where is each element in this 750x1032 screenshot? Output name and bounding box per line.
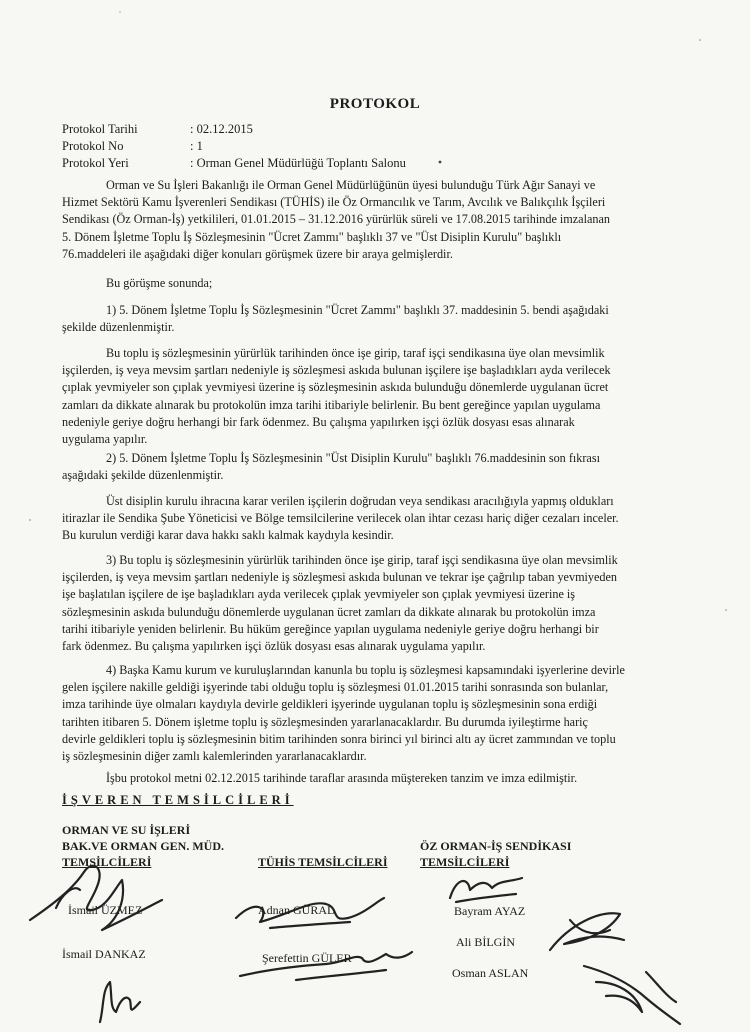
item3-line: sözleşmesinin askıda bulunduğu dönemlerde uygulanan ücret zamları da dikkate alınarak bu protokolün imza: [62, 604, 596, 619]
tuhis-signature-1: [230, 878, 390, 938]
intro-paragraph: [62, 177, 702, 263]
meta-number-label: Protokol No: [62, 139, 124, 153]
closing-text: İşbu protokol metni 02.12.2015 tarihinde taraflar arasında müştereken tanzim ve imza edilmiştir.: [106, 771, 578, 785]
item1-heading-line: 1) 5. Dönem İşletme Toplu İş Sözleşmesinin "Ücret Zammı" başlıklı 37. maddesinin 5. bendi aşağıdaki: [106, 303, 609, 317]
item4-line: tarihten itibaren 5. Dönem işletme toplu iş sözleşmesinden yararlanacaklardır. Bu durumda iyileştirme hariç: [62, 714, 588, 729]
union-signatory-name: Bayram AYAZ: [454, 904, 526, 918]
item3-line: fark ödenmez. Bu çalışma yapılırken işçi özlük dosyası esas alınarak uygulama yapılır.: [62, 639, 486, 654]
union-signature-1: [446, 868, 526, 908]
intro-line: 5. Dönem İşletme Toplu İş Sözleşmesinin "Ücret Zammı" başlıklı 37 ve "Üst Disiplin Kurulu" başlıklı: [62, 229, 562, 244]
employer-signature-1: [22, 850, 172, 940]
union-party-line: TEMSİLCİLERİ: [420, 855, 510, 869]
outcome-line: [62, 275, 702, 292]
tuhis-signature-2: [236, 940, 416, 986]
item2-body: [62, 493, 702, 545]
intro-line: Hizmet Sektörü Kamu İşverenleri Sendikası (TÜHİS) ile Öz Ormancılık ve Tarım, Avcılık ve Balıkçılık İşçileri: [62, 195, 606, 210]
item4-line: iş sözleşmesinin diğer zamlı kalemlerinden yararlanacaklardır.: [62, 749, 367, 764]
employer-signature-2: [90, 972, 150, 1028]
meta-date-value: : 02.12.2015: [190, 122, 253, 136]
item1-body: [62, 345, 702, 448]
item4-paragraph: [62, 662, 702, 765]
item2-heading-line: aşağıdaki şekilde düzenlenmiştir.: [62, 468, 224, 483]
meta-place-value: : Orman Genel Müdürlüğü Toplantı Salonu: [190, 156, 406, 170]
item3-paragraph: [62, 552, 702, 655]
item2-body-line: Bu kurulun verdiği karar dava hakkı saklı kalmak kaydıyla kesindir.: [62, 528, 394, 543]
item1-body-line: nedeniyle geriye doğru herhangi bir fark ödenmez. Bu çalışma yapılırken işçi özlük dosyası esas alınarak: [62, 414, 575, 429]
meta-place-label: Protokol Yeri: [62, 156, 129, 170]
employer-party-line: BAK.VE ORMAN GEN. MÜD.: [62, 839, 224, 853]
employer-representatives-heading: İŞVEREN TEMSİLCİLERİ: [62, 793, 294, 807]
outcome-text: Bu görüşme sonunda;: [106, 276, 213, 290]
item1-heading: [62, 302, 702, 336]
item2-heading-line: 2) 5. Dönem İşletme Toplu İş Sözleşmesinin "Üst Disiplin Kurulu" başlıklı 76.maddesinin son fıkrası: [106, 451, 600, 465]
item1-heading-line: şekilde düzenlenmiştir.: [62, 320, 175, 335]
item3-line: 3) Bu toplu iş sözleşmesinin yürürlük tarihinden önce işe girip, taraf işçi sendikasına üye olan mevsimlik: [106, 553, 618, 567]
item2-heading: [62, 450, 702, 484]
item1-body-line: zamları da dikkate alınarak bu protokolün imza tarihi itibariyle belirlenir. Bu bent gereğince yapılan uygulama: [62, 397, 601, 412]
item4-line: 4) Başka Kamu kurum ve kuruluşlarından kanunla bu toplu iş sözleşmesi kapsamındaki işyerlerine devirle: [106, 663, 625, 677]
union-signature-3: [576, 952, 686, 1028]
item1-body-line: uygulama yapılır.: [62, 432, 148, 447]
intro-line: Sendikası (Öz Orman-İş) yetkilileri, 01.01.2015 – 31.12.2016 yürürlük süreli ve 17.08.2015 tarihinde imzalanan: [62, 212, 610, 227]
item3-line: işe başlatılan işçilere de işe başladıkları ayda verilecek çıplak yevmiyeler son çıplak yevmiyesi üzerine iş: [62, 587, 576, 602]
item1-body-line: çıplak yevmiyeler son çıplak yevmiyesi üzerine iş sözleşmesinin askıda bulunduğu dönemlerde uygulanan ücret: [62, 380, 609, 395]
union-signatory-name: Osman ASLAN: [452, 966, 529, 980]
employer-party-line: ORMAN VE SU İŞLERİ: [62, 823, 191, 837]
union-signatory-name: Ali BİLGİN: [456, 935, 515, 949]
tuhis-party-label: TÜHİS TEMSİLCİLERİ: [258, 855, 388, 869]
item1-body-line: Bu toplu iş sözleşmesinin yürürlük tarihinden önce işe girip, taraf işçi sendikasına üye olan mevsimlik: [106, 346, 605, 360]
item4-line: imza tarihinde üye olmaları kaydıyla devirle geldikleri işyerinde uygulanan toplu iş sözleşmesinin sona erdiği: [62, 697, 598, 712]
item3-line: işçilerden, iş veya mevsim şartları nedeniyle iş sözleşmesi askıda bulunan ve tekrar işe çağrılıp taban yevmiyeden: [62, 570, 618, 585]
item4-line: devirle geldikleri toplu iş sözleşmesinin bitim tarihinden sonra birinci yıl birinci altı ay ücret zammından ve toplu: [62, 731, 616, 746]
employer-party-line: TEMSİLCİLERİ: [62, 855, 152, 869]
document-title: PROTOKOL: [329, 96, 421, 112]
union-signature-2: [540, 900, 630, 960]
union-party-line: ÖZ ORMAN-İŞ SENDİKASI: [420, 839, 572, 853]
closing-paragraph: [62, 770, 702, 787]
tuhis-signatory-name: Şerefettin GÜLER: [262, 951, 352, 965]
intro-line: Orman ve Su İşleri Bakanlığı ile Orman Genel Müdürlüğünün üyesi bulunduğu Türk Ağır Sanayi ve: [106, 178, 596, 192]
meta-number-value: : 1: [190, 139, 203, 153]
item1-body-line: işçilerden, iş veya mevsim şartları nedeniyle iş sözleşmesi askıda bulunan işçilere işe başladıkları ayda verilecek: [62, 363, 611, 378]
item4-line: gelen işçilere nakille geldiği işyerinde tabi olduğu toplu iş sözleşmesi 01.01.2015 tarihi sonrasında son bulanlar,: [62, 680, 609, 695]
employer-signatory-name: İsmail ÜZMEZ: [68, 903, 143, 917]
item2-body-line: itirazlar ile Sendika Şube Yöneticisi ve Bölge temsilcilerine verilecek olan ihtar cezası hariç diğer cezaları inceler.: [62, 511, 619, 526]
item2-body-line: Üst disiplin kurulu ihracına karar verilen işçilerin doğrudan veya sendikası aracılığıyla yapmış oldukları: [106, 494, 614, 508]
employer-signatory-name: İsmail DANKAZ: [62, 947, 146, 961]
item3-line: tarihi itibariyle yeniden belirlenir. Bu hüküm gereğince yapılan uygulama nedeniyle geriye doğru herhangi bir: [62, 621, 599, 636]
meta-date-label: Protokol Tarihi: [62, 122, 138, 136]
intro-line: 76.maddeleri ile aşağıdaki diğer konuları görüşmek üzere bir araya gelmişlerdir.: [62, 246, 453, 261]
tuhis-signatory-name: Adnan GÜRAL: [258, 903, 335, 917]
